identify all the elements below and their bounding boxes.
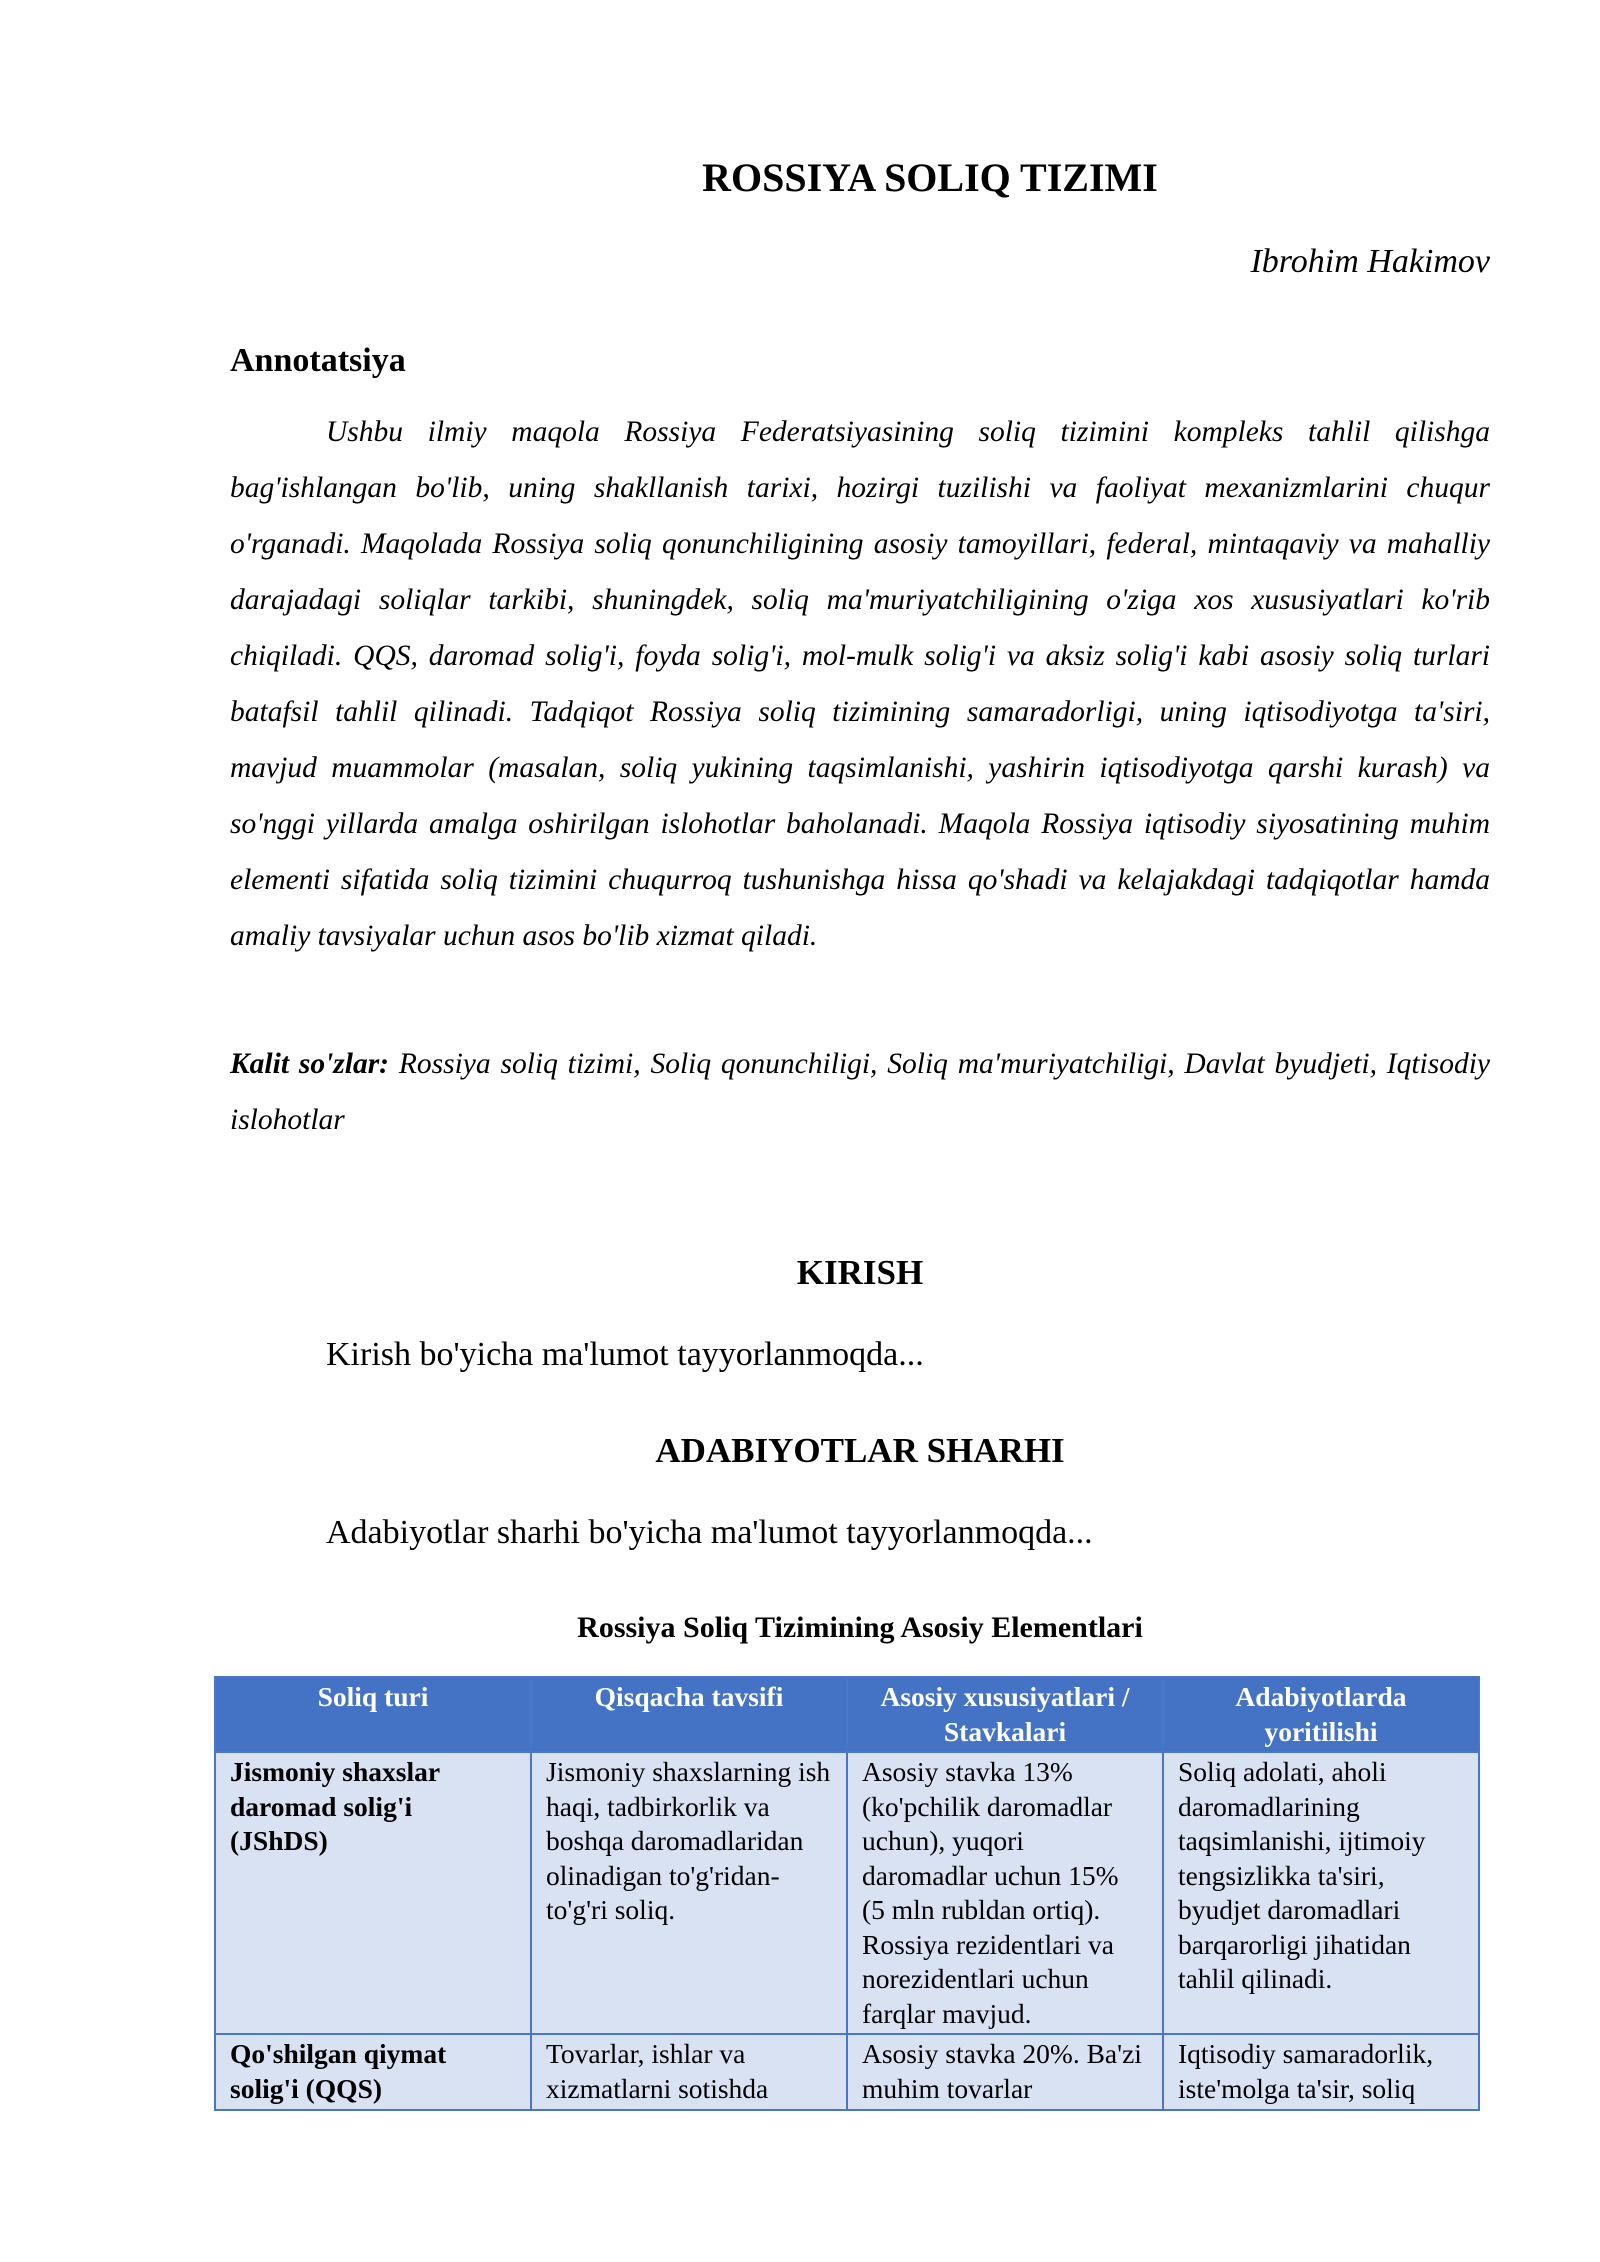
table-cell xyxy=(1163,2034,1479,2110)
section-body-adabiyotlar: Adabiyotlar sharhi bo'yicha ma'lumot tayyorlanmoqda... xyxy=(326,1514,1093,1551)
paper-title: ROSSIYA SOLIQ TIZIMI xyxy=(702,155,1158,200)
keywords-label: Kalit so'zlar: xyxy=(230,1048,390,1080)
cell-text: Asosiy stavka 20%. Ba'zi muhim tovarlar xyxy=(862,2038,1142,2104)
table-row xyxy=(215,1752,1479,2034)
column-header: Soliq turi xyxy=(215,1677,531,1752)
abstract-text: Ushbu ilmiy maqola Rossiya Federatsiyasining soliq tizimini kompleks tahlil qilishga bag'ishlangan bo'lib, uning shakllanish tarixi, hozirgi tuzilishi va faoliyat mexanizmlarini chuqur o'rganadi. Maqolada Rossiya soliq qonunchiligining asosiy tamoyillari, federal, mintaqaviy va mahalliy darajadagi soliqlar tarkibi, shuningdek, soliq ma'muriyatchiligining o'ziga xos xususiyatlari ko'rib chiqiladi. QQS, daromad solig'i, foyda solig'i, mol-mulk solig'i va aksiz solig'i kabi asosiy soliq turlari batafsil tahlil qilinadi. Tadqiqot Rossiya soliq tizimining samaradorligi, uning iqtisodiyotga ta'siri, mavjud muammolar (masalan, soliq yukining taqsimlanishi, yashirin iqtisodiyotga qarshi kurash) va so'nggi yillarda amalga oshirilgan islohotlar baholanadi. Maqola Rossiya iqtisodiy siyosatining muhim elementi sifatida soliq tizimini chuqurroq tushunishga hissa qo'shadi va kelajakdagi tadqiqotlar hamda amaliy tavsiyalar uchun asos bo'lib xizmat qiladi. xyxy=(230,416,1490,952)
table-cell: Jismoniy shaxslar daromad solig'i (JShDS) xyxy=(215,1752,531,2034)
table-cell: Soliq adolati, aholi daromadlarining taqsimlanishi, ijtimoiy tengsizlikka ta'siri, byudjet daromadlari barqarorligi jihatidan tahlil qilinadi. xyxy=(1163,1752,1479,2034)
annotation-heading: Annotatsiya xyxy=(230,342,406,379)
table-caption: Rossiya Soliq Tizimining Asosiy Elementlari xyxy=(577,1611,1143,1644)
column-header: Adabiyotlarda yoritilishi xyxy=(1163,1677,1479,1752)
table-cell: Asosiy stavka 13% (ko'pchilik daromadlar uchun), yuqori daromadlar uchun 15% (5 mln rubldan ortiq). Rossiya rezidentlari va norezidentlari uchun farqlar mavjud. xyxy=(847,1752,1163,2034)
section-heading-kirish: KIRISH xyxy=(796,1253,924,1292)
tax-elements-table xyxy=(214,1676,1480,2111)
cell-text: Iqtisodiy samaradorlik, iste'molga ta'sir, soliq xyxy=(1178,2038,1434,2104)
keywords-list: Rossiya soliq tizimi, Soliq qonunchiligi, Soliq ma'muriyatchiligi, Davlat byudjeti, Iqtisodiy islohotlar xyxy=(230,1048,1491,1136)
table-cell xyxy=(215,2034,531,2110)
column-header: Qisqacha tavsifi xyxy=(531,1677,847,1752)
keywords-paragraph xyxy=(230,1036,1490,1148)
section-heading-adabiyotlar: ADABIYOTLAR SHARHI xyxy=(655,1431,1065,1470)
cell-text: Qo'shilgan qiymat solig'i (QQS) xyxy=(230,2038,447,2104)
table-cell: Jismoniy shaxslarning ish haqi, tadbirkorlik va boshqa daromadlaridan olinadigan to'g'ridan-to'g'ri soliq. xyxy=(531,1752,847,2034)
table-cell xyxy=(531,2034,847,2110)
column-header: Asosiy xususiyatlari / Stavkalari xyxy=(847,1677,1163,1752)
cell-text: Tovarlar, ishlar va xizmatlarni sotishda xyxy=(546,2038,769,2104)
table-row xyxy=(215,2034,1479,2110)
table-cell xyxy=(847,2034,1163,2110)
table-header-row xyxy=(215,1677,1479,1752)
section-body-kirish: Kirish bo'yicha ma'lumot tayyorlanmoqda... xyxy=(326,1336,924,1373)
author-name: Ibrohim Hakimov xyxy=(1250,243,1490,280)
